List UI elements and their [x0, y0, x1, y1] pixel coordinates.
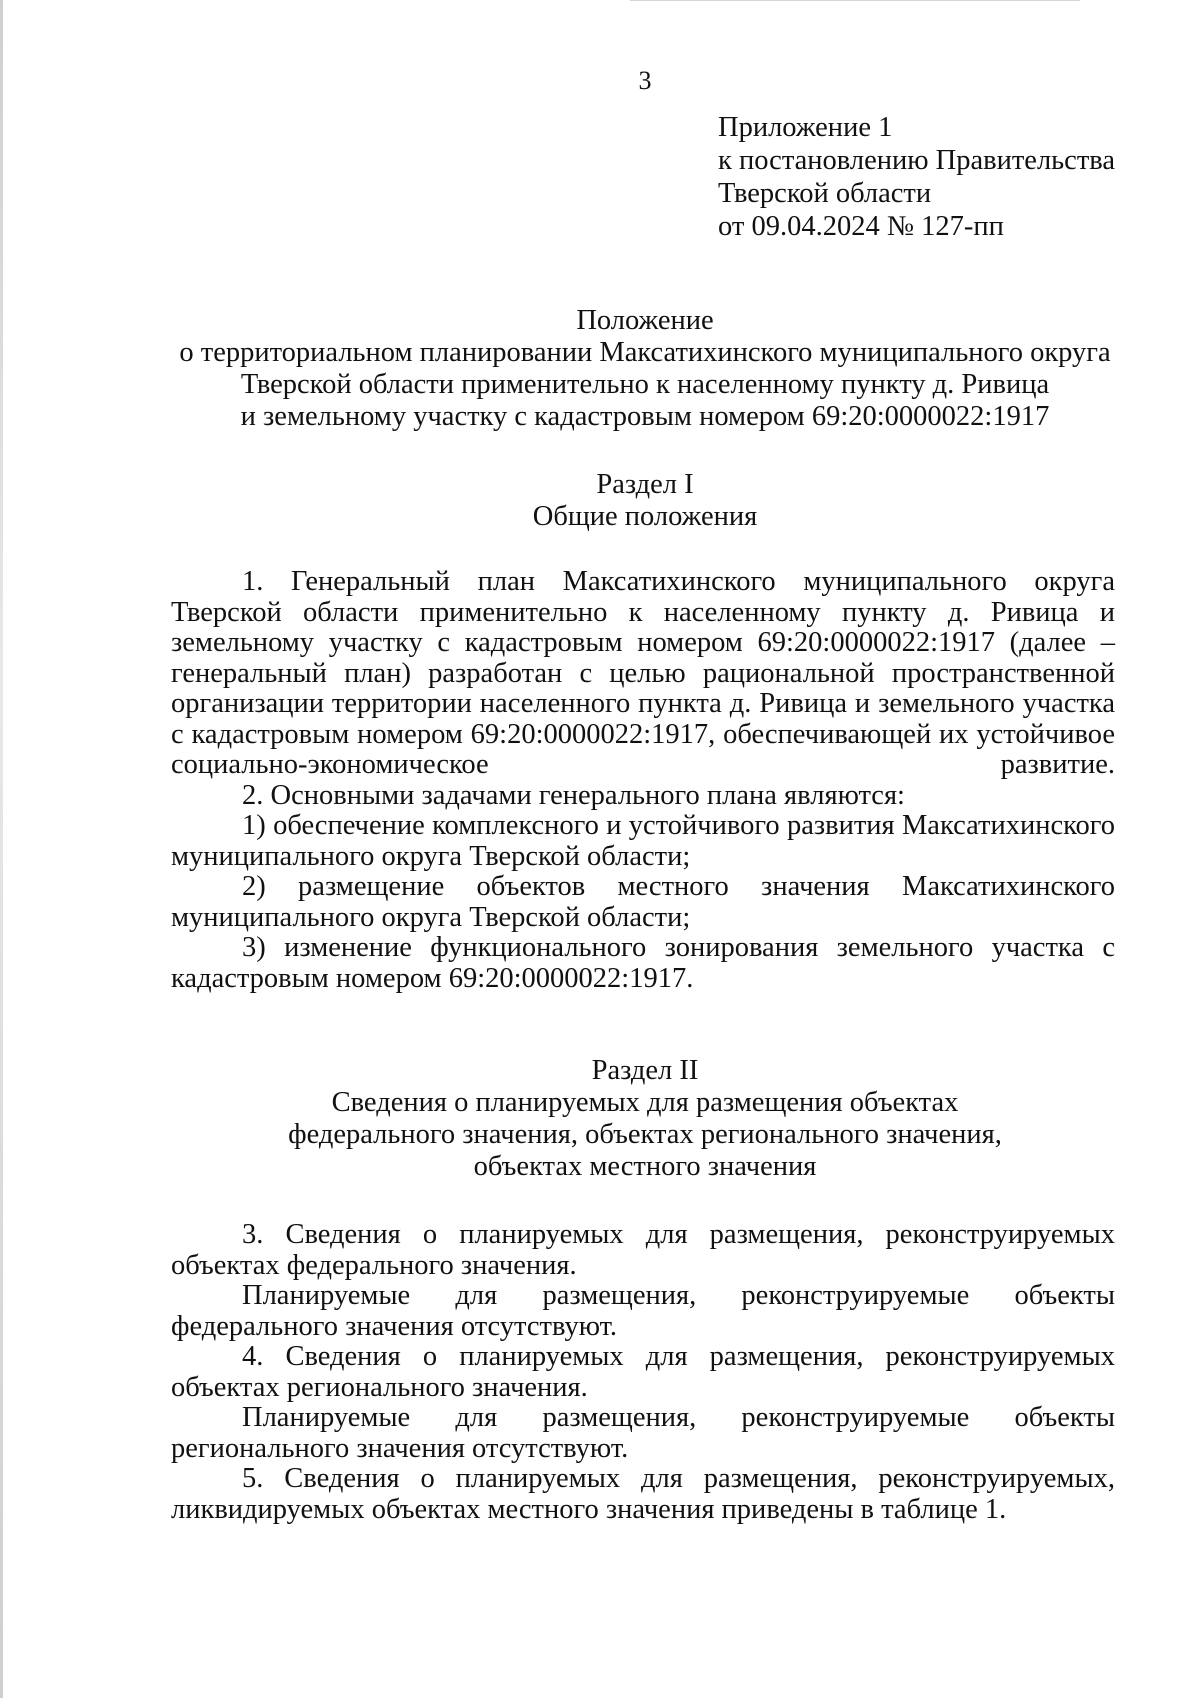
section-subheading: Общие положения: [532, 501, 758, 532]
section-subheading-line: Сведения о планируемых для размещения объектах: [331, 1087, 959, 1118]
paragraph: 2. Основными задачами генерального плана являются:: [242, 779, 905, 811]
scan-edge-line: [0, 0, 3, 1698]
page-number: 3: [638, 66, 652, 95]
appendix-line: от 09.04.2024 № 127-пп: [718, 211, 1004, 242]
paragraph: 2) размещение объектов местного значения Максатихинского муниципального округа Тверской области;: [171, 871, 1115, 933]
appendix-block: [718, 111, 1115, 243]
paragraph: Планируемые для размещения, реконструируемые объекты регионального значения отсутствуют.: [171, 1402, 1115, 1464]
paragraph: 5. Сведения о планируемых для размещения, реконструируемых, ликвидируемых объектах местного значения приведены в таблице 1.: [171, 1463, 1115, 1525]
title-line: о территориальном планировании Максатихинского муниципального округа: [179, 337, 1111, 368]
section-subheading-line: федерального значения, объектах регионального значения,: [288, 1119, 1002, 1150]
paragraph: 3. Сведения о планируемых для размещения, реконструируемых объектах федерального значения.: [171, 1219, 1115, 1281]
title-line: Положение: [576, 305, 714, 336]
section-1-heading: [0, 469, 1200, 533]
paragraph: 3) изменение функционального зонирования земельного участка с кадастровым номером 69:20:0000022:1917.: [171, 932, 1115, 994]
paragraph: 1. Генеральный план Максатихинского муниципального округа Тверской области применительно к населенному пункту д. Ривица и земельному участку с кадастровым номером 69:20:0000022:1917 (далее – генеральный план) разработан с целью рациональной пространственной организации территории населенного пункта д. Ривица и земельного участка с кадастровым номером 69:20:0000022:1917, обеспечивающей их устойчивое социально-экономическое развитие.: [171, 566, 1115, 780]
appendix-line: к постановлению Правительства: [718, 145, 1116, 176]
section-1-body: [171, 567, 1115, 994]
title-line: и земельному участку с кадастровым номером 69:20:0000022:1917: [240, 401, 1050, 432]
appendix-line: Тверской области: [718, 178, 932, 209]
document-title: [0, 305, 1200, 433]
title-line: Тверской области применительно к населенному пункту д. Ривица: [240, 369, 1050, 400]
section-2-heading: [0, 1055, 1200, 1183]
section-subheading-line: объектах местного значения: [473, 1151, 817, 1182]
paragraph: 4. Сведения о планируемых для размещения, реконструируемых объектах регионального значения.: [171, 1341, 1115, 1403]
scan-top-line: [630, 0, 1080, 1]
paragraph: 1) обеспечение комплексного и устойчивого развития Максатихинского муниципального округа Тверской области;: [171, 810, 1115, 872]
paragraph: Планируемые для размещения, реконструируемые объекты федерального значения отсутствуют.: [171, 1280, 1115, 1342]
section-heading: Раздел I: [596, 469, 694, 500]
appendix-line: Приложение 1: [718, 112, 893, 143]
section-2-body: [171, 1220, 1115, 1525]
section-heading: Раздел II: [591, 1055, 699, 1086]
